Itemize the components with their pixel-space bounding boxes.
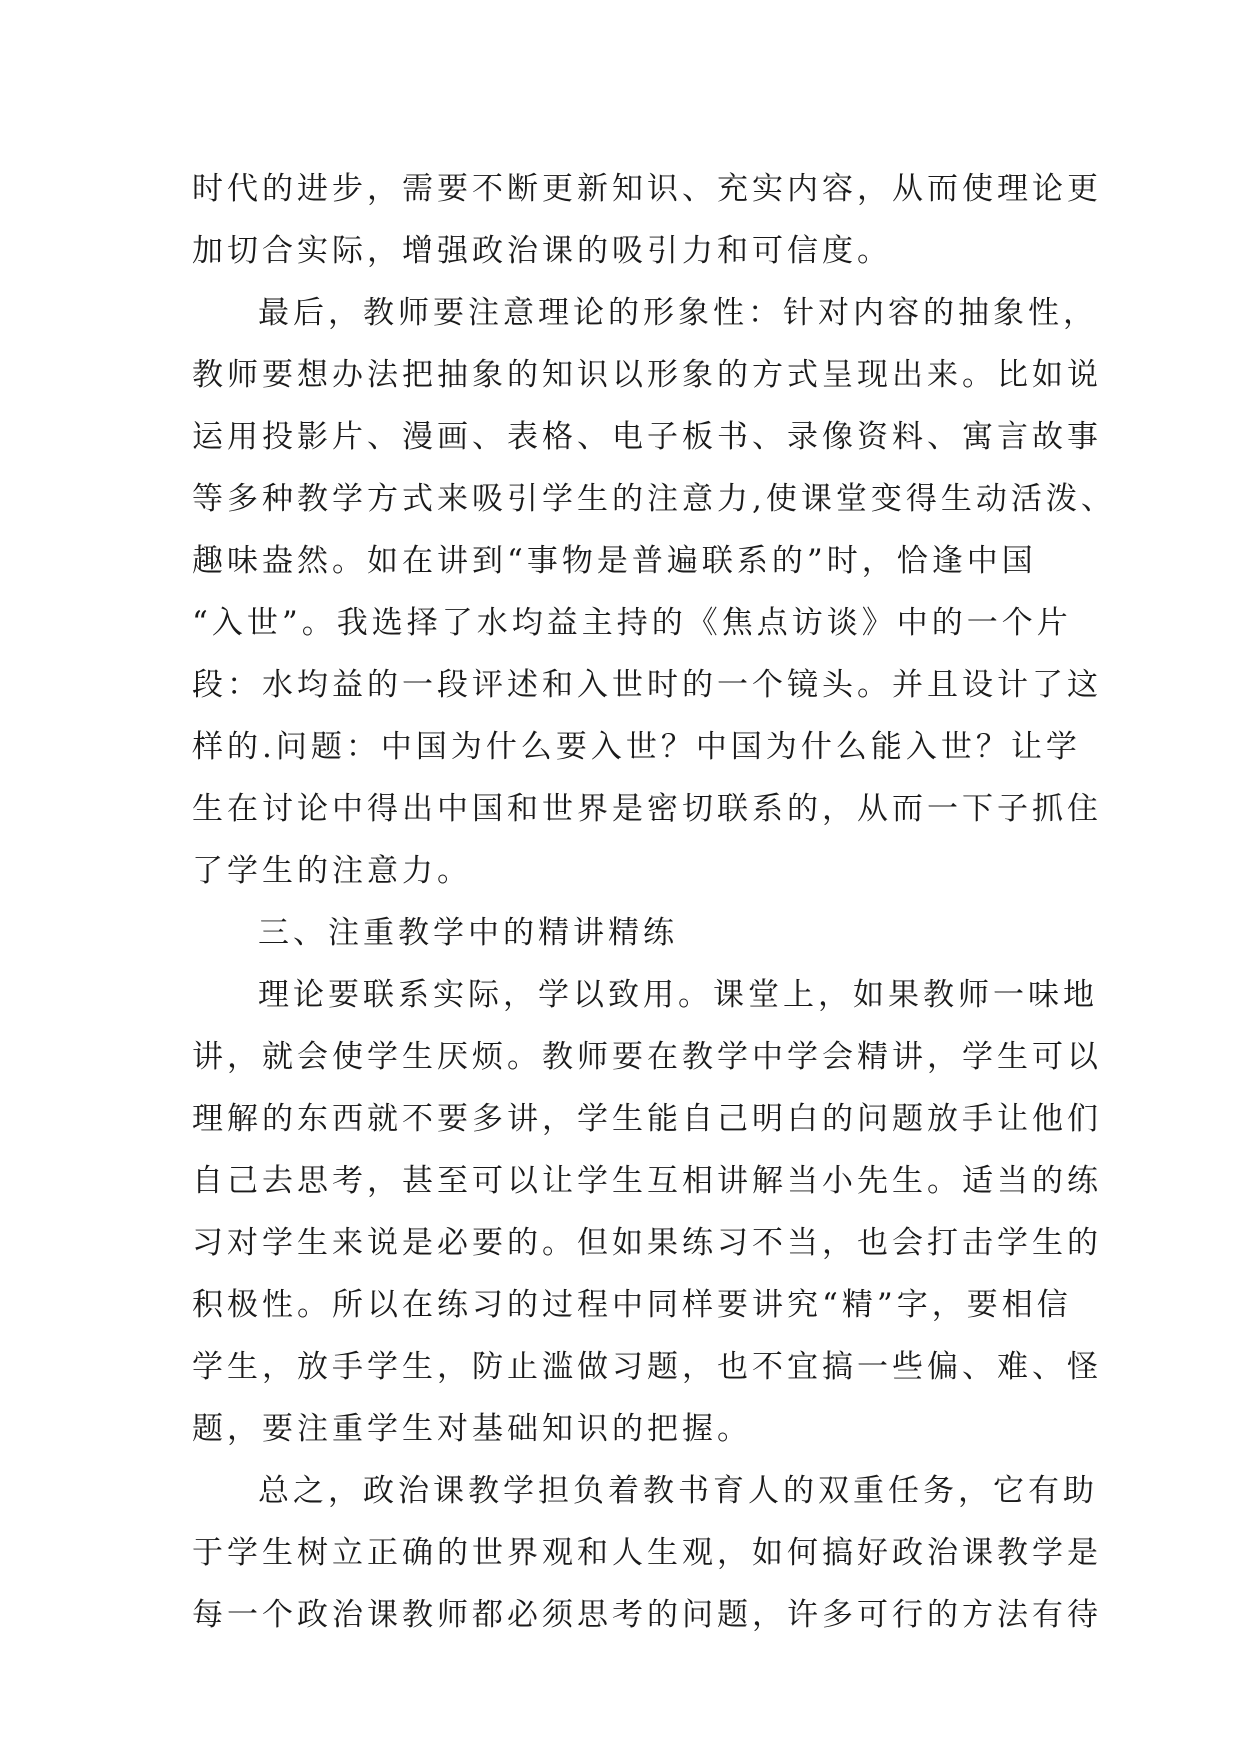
text-line: 加切合实际，增强政治课的吸引力和可信度。 <box>192 233 892 269</box>
text-line: 讲，就会使学生厌烦。教师要在教学中学会精讲，学生可以 <box>192 1039 1102 1075</box>
text-line: 题，要注重学生对基础知识的把握。 <box>192 1411 752 1447</box>
text-line: 时代的进步，需要不断更新知识、充实内容，从而使理论更 <box>192 171 1102 207</box>
text-line: 生在讨论中得出中国和世界是密切联系的，从而一下子抓住 <box>192 791 1102 827</box>
text-line: 于学生树立正确的世界观和人生观，如何搞好政治课教学是 <box>192 1535 1102 1571</box>
text-line: 趣味盎然。如在讲到“事物是普遍联系的”时，恰逢中国 <box>192 543 1037 579</box>
text-line: 自己去思考，甚至可以让学生互相讲解当小先生。适当的练 <box>192 1163 1102 1199</box>
text-line: 等多种教学方式来吸引学生的注意力,使课堂变得生动活泼、 <box>192 481 1116 517</box>
text-line: 习对学生来说是必要的。但如果练习不当，也会打击学生的 <box>192 1225 1102 1261</box>
document-body <box>192 158 1116 1646</box>
text-line: 段：水均益的一段评述和入世时的一个镜头。并且设计了这 <box>192 667 1102 703</box>
text-line: 教师要想办法把抽象的知识以形象的方式呈现出来。比如说 <box>192 357 1102 393</box>
text-line: 了学生的注意力。 <box>192 853 472 889</box>
text-line: 理解的东西就不要多讲，学生能自己明白的问题放手让他们 <box>192 1101 1102 1137</box>
paragraph-start-line: 总之，政治课教学担负着教书育人的双重任务，它有助 <box>258 1473 1098 1509</box>
paragraph-start-line: 理论要联系实际，学以致用。课堂上，如果教师一味地 <box>258 977 1098 1013</box>
text-line: 运用投影片、漫画、表格、电子板书、录像资料、寓言故事 <box>192 419 1102 455</box>
text-line: 样的.问题：中国为什么要入世？中国为什么能入世？让学 <box>192 729 1081 765</box>
text-line: 积极性。所以在练习的过程中同样要讲究“精”字，要相信 <box>192 1287 1072 1323</box>
section-heading: 三、注重教学中的精讲精练 <box>258 915 678 951</box>
text-line: 学生，放手学生，防止滥做习题，也不宜搞一些偏、难、怪 <box>192 1349 1102 1385</box>
text-line: 每一个政治课教师都必须思考的问题，许多可行的方法有待 <box>192 1597 1102 1633</box>
text-line: “入世”。我选择了水均益主持的《焦点访谈》中的一个片 <box>192 605 1072 641</box>
paragraph-start-line: 最后，教师要注意理论的形象性：针对内容的抽象性， <box>258 295 1098 331</box>
